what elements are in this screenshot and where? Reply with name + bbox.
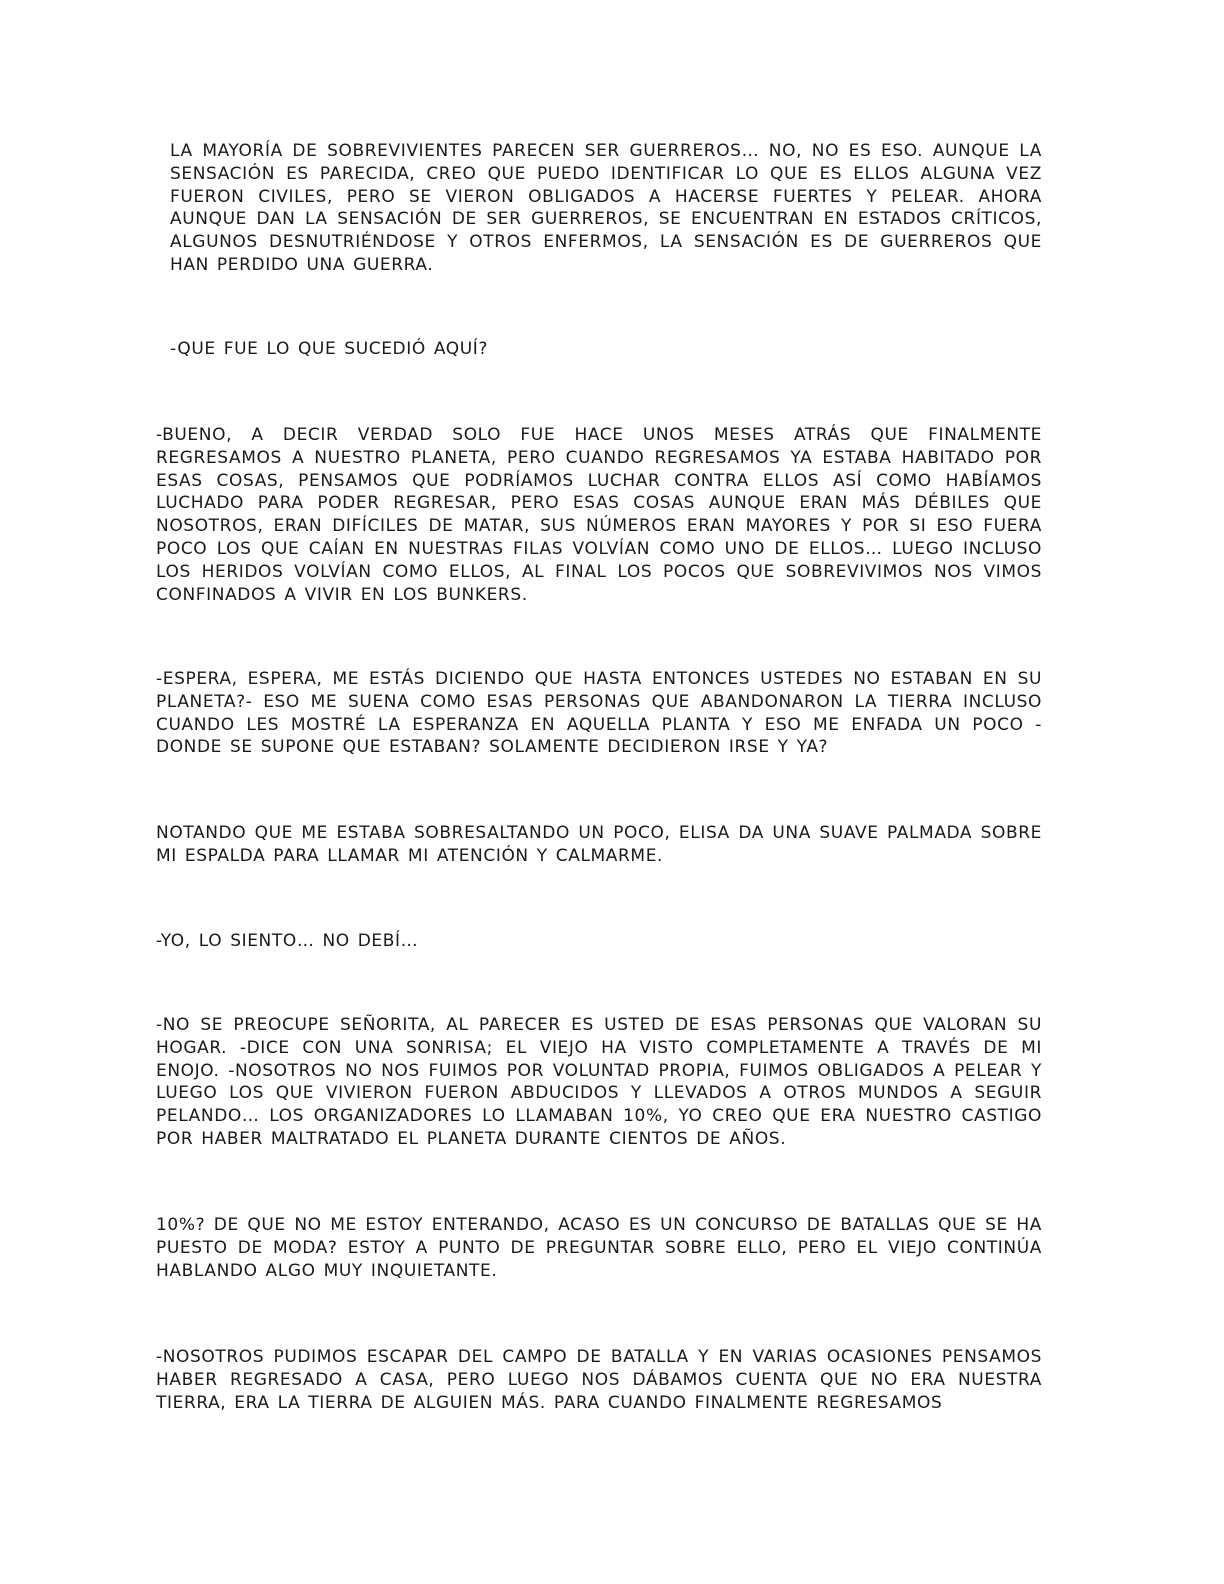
paragraph-elisa-pat: NOTANDO QUE ME ESTABA SOBRESALTANDO UN POCO, ELISA DA UNA SUAVE PALMADA SOBRE MI ESPALDA PARA LLAMAR MI ATENCIÓN Y CALMARME. bbox=[156, 823, 1042, 866]
paragraph-old-man-explanation: -BUENO, A DECIR VERDAD SOLO FUE HACE UNOS MESES ATRÁS QUE FINALMENTE REGRESAMOS A NUESTRO PLANETA, PERO CUANDO REGRESAMOS YA ESTABA HABITADO POR ESAS COSAS, PENSAMOS QUE PODRÍAMOS LUCHAR CONTRA ELLOS ASÍ COMO HABÍAMOS LUCHADO PARA PODER REGRESAR, PERO ESAS COSAS AUNQUE ERAN MÁS DÉBILES QUE NOSOTROS, ERAN DIFÍCILES DE MATAR, SUS NÚMEROS ERAN MAYORES Y POR SI ESO FUERA POCO LOS QUE CAÍAN EN NUESTRAS FILAS VOLVÍAN COMO UNO DE ELLOS… LUEGO INCLUSO LOS HERIDOS VOLVÍAN COMO ELLOS, AL FINAL LOS POCOS QUE SOBREVIVIMOS NOS VIMOS CONFINADOS A VIVIR EN LOS BUNKERS. bbox=[156, 425, 1042, 605]
paragraph-escape: -NOSOTROS PUDIMOS ESCAPAR DEL CAMPO DE BATALLA Y EN VARIAS OCASIONES PENSAMOS HABER REGRESADO A CASA, PERO LUEGO NOS DÁBAMOS CUENTA QUE NO ERA NUESTRA TIERRA, ERA LA TIERRA DE ALGUIEN MÁS. PARA CUANDO FINALMENTE REGRESAMOS bbox=[156, 1347, 1042, 1413]
paragraph-old-man-reply: -NO SE PREOCUPE SEÑORITA, AL PARECER ES USTED DE ESAS PERSONAS QUE VALORAN SU HOGAR. -DICE CON UNA SONRISA; EL VIEJO HA VISTO COMPLETAMENTE A TRAVÉS DE MI ENOJO. -NOSOTROS NO NOS FUIMOS POR VOLUNTAD PROPIA, FUIMOS OBLIGADOS A PELEAR Y LUEGO LOS QUE VIVIERON FUERON ABDUCIDOS Y LLEVADOS A OTROS MUNDOS A SEGUIR PELANDO… LOS ORGANIZADORES LO LLAMABAN 10%, YO CREO QUE ERA NUESTRO CASTIGO POR HABER MALTRATADO EL PLANETA DURANTE CIENTOS DE AÑOS. bbox=[156, 1015, 1042, 1149]
paragraph-question-what-happened: -QUE FUE LO QUE SUCEDIÓ AQUÍ? bbox=[170, 339, 489, 359]
paragraph-wait-question: -ESPERA, ESPERA, ME ESTÁS DICIENDO QUE HASTA ENTONCES USTEDES NO ESTABAN EN SU PLANETA?- ESO ME SUENA COMO ESAS PERSONAS QUE ABANDONARON LA TIERRA INCLUSO CUANDO LES MOSTRÉ LA ESPERANZA EN AQUELLA PLANTA Y ESO ME ENFADA UN POCO -DONDE SE SUPONE QUE ESTABAN? SOLAMENTE DECIDIERON IRSE Y YA? bbox=[156, 669, 1042, 758]
paragraph-apology: -YO, LO SIENTO… NO DEBÍ… bbox=[156, 931, 419, 951]
paragraph-ten-percent: 10%? DE QUE NO ME ESTOY ENTERANDO, ACASO ES UN CONCURSO DE BATALLAS QUE SE HA PUESTO DE MODA? ESTOY A PUNTO DE PREGUNTAR SOBRE ELLO, PERO EL VIEJO CONTINÚA HABLANDO ALGO MUY INQUIETANTE. bbox=[156, 1215, 1042, 1281]
paragraph-survivors-description: LA MAYORÍA DE SOBREVIVIENTES PARECEN SER GUERREROS… NO, NO ES ESO. AUNQUE LA SENSACIÓN ES PARECIDA, CREO QUE PUEDO IDENTIFICAR LO QUE ES ELLOS ALGUNA VEZ FUERON CIVILES, PERO SE VIERON OBLIGADOS A HACERSE FUERTES Y PELEAR. AHORA AUNQUE DAN LA SENSACIÓN DE SER GUERREROS, SE ENCUENTRAN EN ESTADOS CRÍTICOS, ALGUNOS DESNUTRIÉNDOSE Y OTROS ENFERMOS, LA SENSACIÓN ES DE GUERREROS QUE HAN PERDIDO UNA GUERRA. bbox=[170, 141, 1042, 275]
